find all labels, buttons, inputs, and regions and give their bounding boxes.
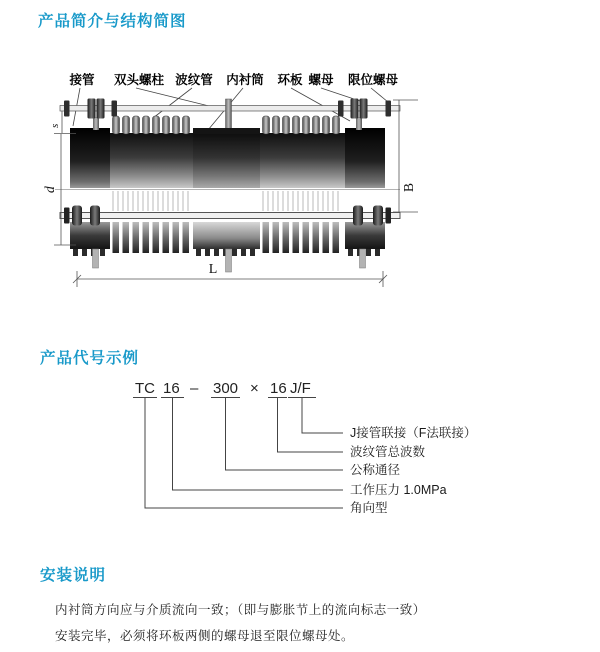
code-token-diameter: 300 (213, 380, 239, 397)
label-double-end-stud: 双头螺柱 (113, 73, 165, 87)
limit-nut-top-right (386, 101, 392, 117)
installation-notes (55, 597, 426, 649)
label-limit-nut: 限位螺母 (347, 73, 399, 87)
pipe-connector-right (345, 128, 385, 188)
code-token-waves: 16 (270, 380, 287, 397)
tie-rod-bottom (60, 213, 400, 219)
inner-liner-sleeve (193, 128, 260, 134)
code-tick-marks (133, 398, 316, 404)
code-connector-lines (145, 403, 343, 508)
nuts-top-right (338, 99, 391, 131)
nut-top-left (112, 101, 118, 117)
code-token-pressure: 16 (163, 380, 180, 397)
code-token-dash: – (190, 380, 199, 397)
code-token-connection: J/F (290, 380, 311, 397)
dimension-B (393, 100, 418, 212)
center-stud-top (226, 99, 232, 133)
product-code-diagram (0, 370, 600, 560)
label-bellows: 波纹管 (175, 73, 213, 87)
code-legend (350, 425, 476, 515)
installation-line-2: 安装完毕，必须将环板两侧的螺母退至限位螺母处。 (55, 629, 355, 643)
dim-label-L: L (208, 262, 218, 277)
legend-diameter: 公称通径 (350, 463, 401, 477)
dim-label-d: d (42, 186, 57, 193)
label-inner-liner: 内衬筒 (226, 73, 264, 87)
legend-type: 角向型 (350, 501, 388, 515)
code-tokens (135, 380, 311, 397)
label-pipe-connector: 接管 (69, 73, 95, 87)
intro-section-heading: 产品简介与结构简图 (38, 13, 187, 30)
dim-label-B: B (401, 182, 416, 192)
legend-pressure: 工作压力 1.0MPa (350, 483, 447, 497)
pipe-connector-left (70, 128, 110, 188)
label-ring-plate: 环板 (277, 73, 303, 87)
installation-line-1: 内衬筒方向应与介质流向一致；（即与膨胀节上的流向标志一致） (55, 603, 426, 617)
dim-label-s: s (49, 123, 61, 128)
install-section-heading: 安装说明 (40, 567, 107, 584)
inner-fin-lines (113, 191, 338, 211)
code-section-heading: 产品代号示例 (40, 350, 140, 367)
dimension-L (73, 271, 387, 287)
label-nut: 螺母 (308, 73, 334, 87)
nuts-top-left (64, 99, 117, 131)
legend-connection: J接管联接（F法联接） (350, 426, 477, 440)
nut-top-right (338, 101, 344, 117)
upper-body (70, 128, 385, 188)
nuts-bottom-left (64, 206, 100, 226)
code-token-times: × (250, 380, 259, 397)
legend-waves: 波纹管总波数 (350, 445, 426, 459)
part-labels (68, 72, 398, 87)
code-token-type: TC (135, 380, 155, 397)
limit-nut-top-left (64, 101, 70, 117)
